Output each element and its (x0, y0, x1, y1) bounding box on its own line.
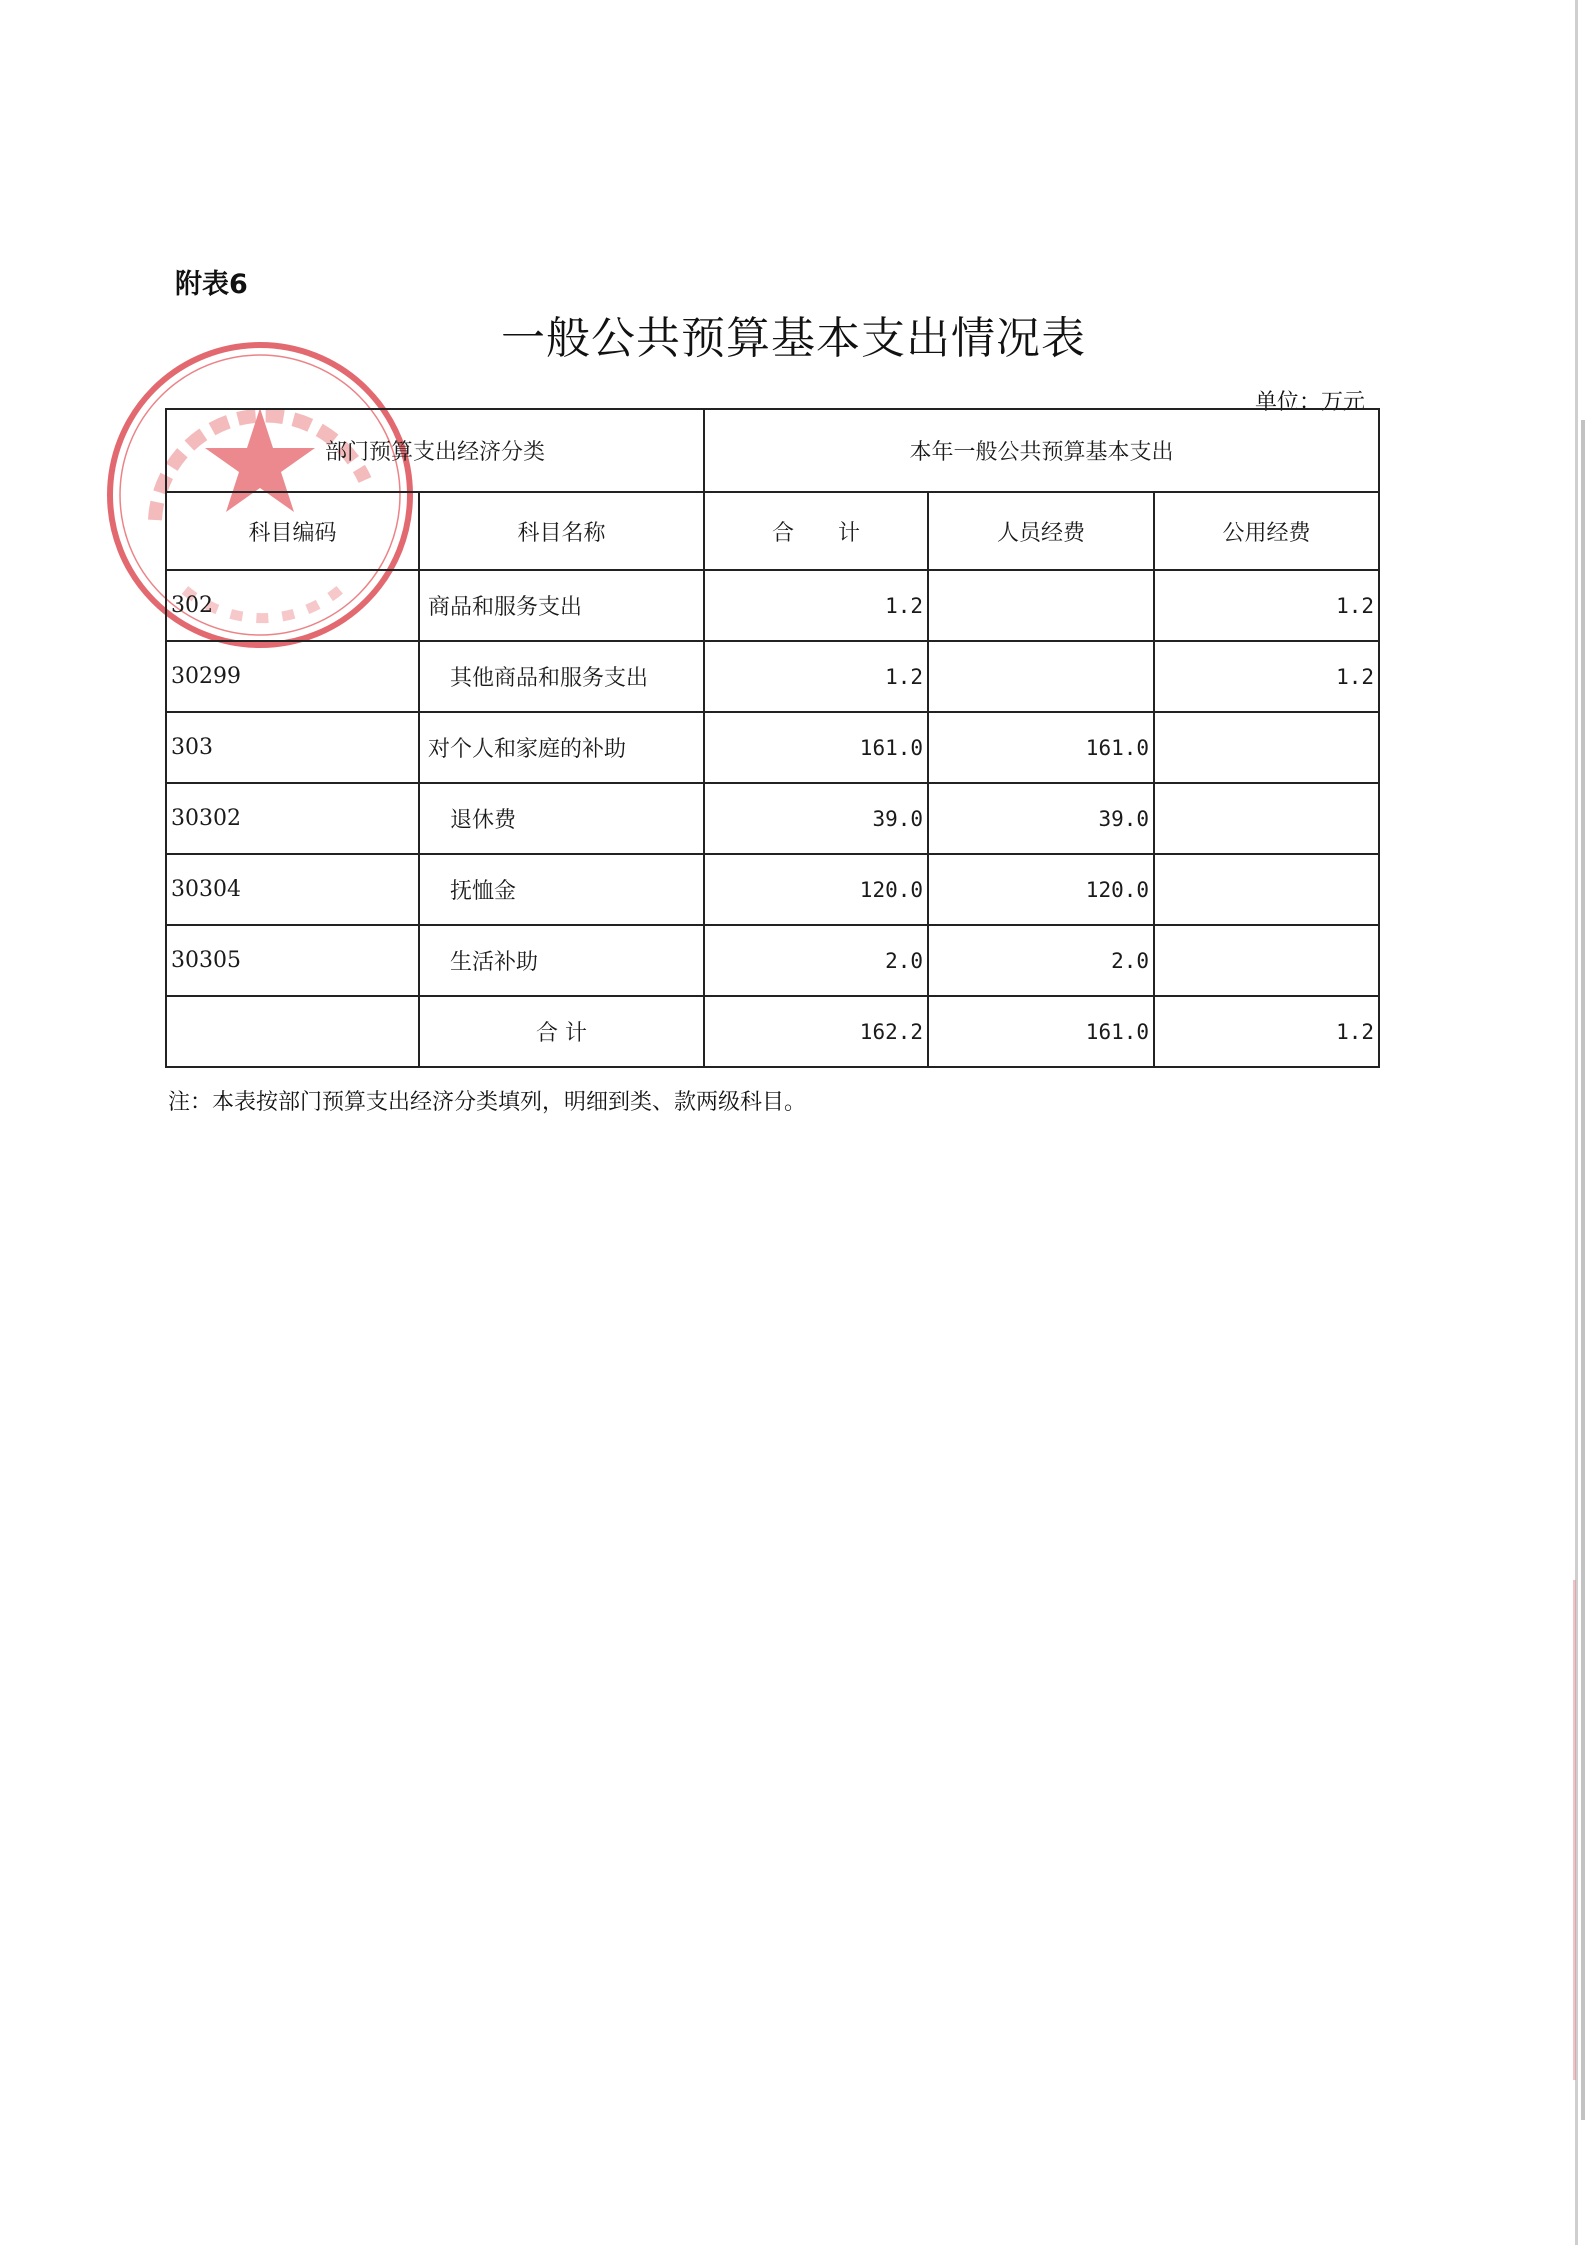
cell-personnel (928, 570, 1154, 641)
column-header-row (166, 492, 1379, 570)
cell-total: 161.0 (704, 712, 928, 783)
page-title: 一般公共预算基本支出情况表 (501, 313, 1086, 364)
cell-name: 对个人和家庭的补助 (419, 712, 704, 783)
cell-total: 1.2 (704, 570, 928, 641)
cell-name: 抚恤金 (419, 854, 704, 925)
cell-total: 39.0 (704, 783, 928, 854)
header-total: 合 计 (704, 492, 928, 570)
cell-public (1154, 783, 1379, 854)
cell-code: 30304 (166, 854, 419, 925)
unit-label: 单位：万元 (1255, 390, 1366, 415)
table-row (166, 854, 1379, 925)
cell-name: 商品和服务支出 (419, 570, 704, 641)
attachment-label: 附表6 (175, 269, 248, 300)
total-row (166, 996, 1379, 1067)
cell-personnel: 120.0 (928, 854, 1154, 925)
cell-personnel: 39.0 (928, 783, 1154, 854)
header-public: 公用经费 (1154, 492, 1379, 570)
footnote: 注：本表按部门预算支出经济分类填列，明细到类、款两级科目。 (168, 1090, 807, 1115)
cell-public: 1.2 (1154, 570, 1379, 641)
cell-name: 生活补助 (419, 925, 704, 996)
header-code: 科目编码 (166, 492, 419, 570)
cell-code: 302 (166, 570, 419, 641)
total-personnel: 161.0 (928, 996, 1154, 1067)
total-total: 162.2 (704, 996, 928, 1067)
cell-name: 退休费 (419, 783, 704, 854)
cell-public (1154, 712, 1379, 783)
total-label: 合 计 (419, 996, 704, 1067)
group-header-row (166, 409, 1379, 492)
table-row (166, 712, 1379, 783)
cell-personnel: 161.0 (928, 712, 1154, 783)
cell-total: 120.0 (704, 854, 928, 925)
table-row (166, 641, 1379, 712)
scan-edge-artifact (1565, 0, 1587, 2245)
cell-total: 2.0 (704, 925, 928, 996)
header-current-year: 本年一般公共预算基本支出 (704, 409, 1379, 492)
header-personnel: 人员经费 (928, 492, 1154, 570)
cell-personnel: 2.0 (928, 925, 1154, 996)
cell-code: 30299 (166, 641, 419, 712)
cell-name: 其他商品和服务支出 (419, 641, 704, 712)
header-name: 科目名称 (419, 492, 704, 570)
table-row (166, 783, 1379, 854)
header-classification: 部门预算支出经济分类 (166, 409, 704, 492)
cell-code: 30305 (166, 925, 419, 996)
table-row (166, 570, 1379, 641)
total-public: 1.2 (1154, 996, 1379, 1067)
cell-code: 303 (166, 712, 419, 783)
cell-public (1154, 925, 1379, 996)
table-row (166, 925, 1379, 996)
cell-public (1154, 854, 1379, 925)
cell-code: 30302 (166, 783, 419, 854)
cell-code-empty (166, 996, 419, 1067)
cell-total: 1.2 (704, 641, 928, 712)
cell-personnel (928, 641, 1154, 712)
budget-table (165, 408, 1380, 1068)
cell-public: 1.2 (1154, 641, 1379, 712)
